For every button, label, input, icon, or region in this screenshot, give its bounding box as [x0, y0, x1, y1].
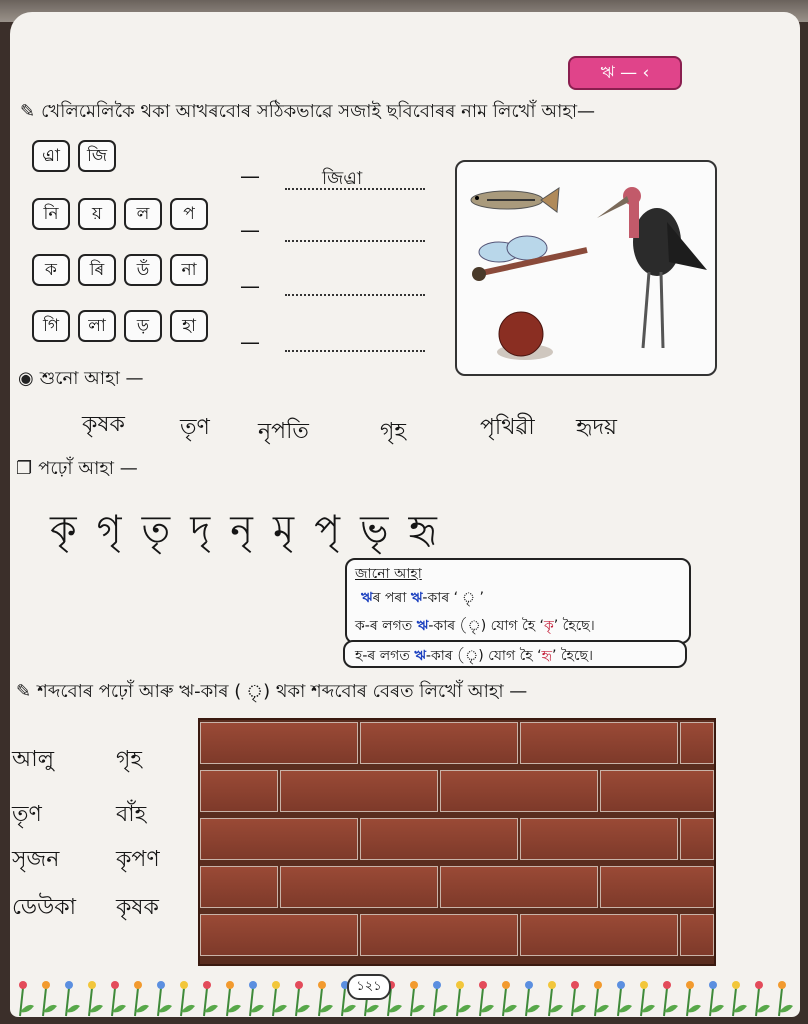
flower-icon: [640, 981, 655, 1016]
flower-icon: [157, 981, 172, 1016]
answer-line[interactable]: [285, 188, 425, 190]
dragonfly-icon: [472, 236, 587, 281]
brick: [440, 866, 598, 908]
brick: [520, 914, 678, 956]
brick: [680, 722, 714, 764]
answer-example: জিএ্রা: [322, 168, 363, 189]
listen-word: গৃহ: [380, 419, 406, 444]
syllable-box: না: [170, 254, 208, 286]
instruction-2: [18, 364, 144, 395]
brick: [440, 770, 598, 812]
listen-word: নৃপতি: [258, 419, 309, 444]
fish-icon: [471, 188, 559, 212]
word-list-item: গৃহ: [116, 747, 142, 772]
example-hri: হৃ: [541, 648, 552, 664]
flower-icon: [663, 981, 678, 1016]
word-list-item: ডেউকা: [12, 895, 77, 920]
flower-icon: [479, 981, 494, 1016]
syllable-box: নি: [32, 198, 70, 230]
info-line-3-c: ) যোগ হৈ ‘: [478, 648, 542, 664]
flower-icon: [318, 981, 333, 1016]
flower-icon: [295, 981, 310, 1016]
flower-icon: [249, 981, 264, 1016]
syllable-box: হা: [170, 310, 208, 342]
rri-letter: ঋ: [416, 618, 429, 634]
brick: [200, 866, 278, 908]
word-list-item: সৃজন: [12, 847, 60, 872]
ear-icon: ◉: [18, 368, 34, 389]
info-box: [345, 558, 691, 644]
brick: [360, 818, 518, 860]
stork-icon: [597, 187, 707, 348]
instruction-1-text: খেলিমেলিকৈ থকা আখৰবোৰ সঠিকভাৱে সজাই ছবিবোৰৰ নাম লিখোঁ আহা—: [41, 101, 596, 122]
flower-icon: [755, 981, 770, 1016]
textbook-page: [10, 12, 800, 1017]
info-line-2-a: ক-ৰ লগত: [355, 618, 417, 634]
flower-icon: [410, 981, 425, 1016]
picture-box: [455, 160, 717, 376]
info-line-1-mid: ৰ পৰা: [372, 590, 411, 606]
answer-line[interactable]: [285, 350, 425, 352]
brick: [680, 818, 714, 860]
flower-icon: [525, 981, 540, 1016]
word-list-item: কৃপণ: [116, 847, 160, 872]
flower-icon: [272, 981, 287, 1016]
word-list-item: কৃষক: [116, 895, 159, 920]
syllable-box: য়: [78, 198, 116, 230]
scramble-row-1: [32, 140, 116, 172]
flower-icon: [502, 981, 517, 1016]
flower-icon: [617, 981, 632, 1016]
flower-icon: [134, 981, 149, 1016]
scramble-row-2: [32, 198, 208, 230]
word-list-item: তৃণ: [12, 802, 42, 827]
brick: [600, 770, 714, 812]
flower-icon: [709, 981, 724, 1016]
syllable-box: ক: [32, 254, 70, 286]
brick: [360, 722, 518, 764]
syllable-box: এ্রা: [32, 140, 70, 172]
instruction-2-text: শুনো আহা —: [39, 368, 144, 389]
info-title: জানো আহা: [355, 566, 422, 582]
info-line-2-c: ) যোগ হৈ ‘: [480, 618, 544, 634]
brick: [200, 722, 358, 764]
letter-tag: ঋ — ‹: [568, 56, 682, 90]
info-line-2: [355, 614, 595, 638]
flower-icon: [111, 981, 126, 1016]
flower-icon: [571, 981, 586, 1016]
flower-icon: [686, 981, 701, 1016]
flower-icon: [65, 981, 80, 1016]
pencil-icon: ✎: [20, 101, 36, 122]
book-icon: ❐: [16, 458, 33, 479]
rri-letter: ঋ: [361, 590, 373, 606]
info-line-2-b: -কাৰ (: [428, 618, 481, 634]
syllable-box: জি: [78, 140, 116, 172]
example-kri: কৃ: [543, 618, 554, 634]
listen-word: পৃথিৱী: [480, 415, 535, 440]
answer-line[interactable]: [285, 294, 425, 296]
answer-line[interactable]: [285, 240, 425, 242]
info-line-1-close: ’: [475, 590, 485, 606]
instruction-3: [16, 454, 138, 485]
listen-word: কৃষক: [82, 412, 125, 437]
flower-icon: [456, 981, 471, 1016]
brick: [360, 914, 518, 956]
listen-word: তৃণ: [180, 415, 210, 440]
flower-icon: [433, 981, 448, 1016]
flower-icon: [42, 981, 57, 1016]
flower-border: [10, 972, 800, 1017]
brick: [520, 722, 678, 764]
syllable-box: ৰি: [78, 254, 116, 286]
info-line-1-end: -কাৰ ‘: [422, 590, 476, 606]
rri-letter: ঋ: [414, 648, 426, 664]
syllable-box: লা: [78, 310, 116, 342]
dash: —: [240, 274, 260, 298]
instruction-4: [16, 677, 527, 708]
info-line-3-d: ’ হৈছে।: [552, 648, 594, 664]
instruction-4-text: শব্দবোৰ পঢ়োঁ আৰু ঋ-কাৰ ( ৃ) থকা শব্দবোৰ বেৰত লিখোঁ আহা —: [37, 681, 528, 702]
flower-icon: [88, 981, 103, 1016]
info-box-2: [343, 640, 687, 668]
info-line-2-d: ’ হৈছে।: [553, 618, 595, 634]
brick-wall[interactable]: [198, 718, 716, 966]
flower-icon: [548, 981, 563, 1016]
instruction-1: [20, 97, 595, 128]
scramble-row-3: [32, 254, 208, 286]
syllable-box: ড়: [124, 310, 162, 342]
brick: [200, 818, 358, 860]
listen-word: হৃদয়: [576, 415, 617, 440]
syllable-box: প: [170, 198, 208, 230]
flower-icon: [19, 981, 34, 1016]
brick: [200, 770, 278, 812]
brick: [520, 818, 678, 860]
rri-letter: ঋ: [410, 590, 423, 606]
flower-icon: [180, 981, 195, 1016]
pencil-icon: ✎: [16, 681, 32, 702]
instruction-3-text: পঢ়োঁ আহা —: [38, 458, 138, 479]
brick: [600, 866, 714, 908]
letter-row: কৃ গৃ তৃ দৃ নৃ মৃ পৃ ভৃ হৃ: [50, 507, 441, 551]
page-number: ১২১: [347, 974, 391, 1000]
dash: —: [240, 330, 260, 354]
flower-icon: [778, 981, 793, 1016]
syllable-box: ডঁ: [124, 254, 162, 286]
info-line-1: [361, 586, 484, 610]
info-line-3-a: হ-ৰ লগত: [355, 648, 415, 664]
brick: [200, 914, 358, 956]
brick: [280, 770, 438, 812]
flower-icon: [203, 981, 218, 1016]
brick: [280, 866, 438, 908]
flower-icon: [226, 981, 241, 1016]
info-line-3-b: -কাৰ (: [425, 648, 479, 664]
flower-icon: [594, 981, 609, 1016]
syllable-box: ল: [124, 198, 162, 230]
word-list-item: আলু: [12, 747, 55, 772]
flower-icon: [732, 981, 747, 1016]
ball-icon: [497, 312, 553, 360]
dash: —: [240, 218, 260, 242]
word-list-item: বাঁহ: [116, 802, 147, 827]
brick: [680, 914, 714, 956]
scramble-row-4: [32, 310, 208, 342]
syllable-box: গি: [32, 310, 70, 342]
dash: —: [240, 164, 260, 188]
